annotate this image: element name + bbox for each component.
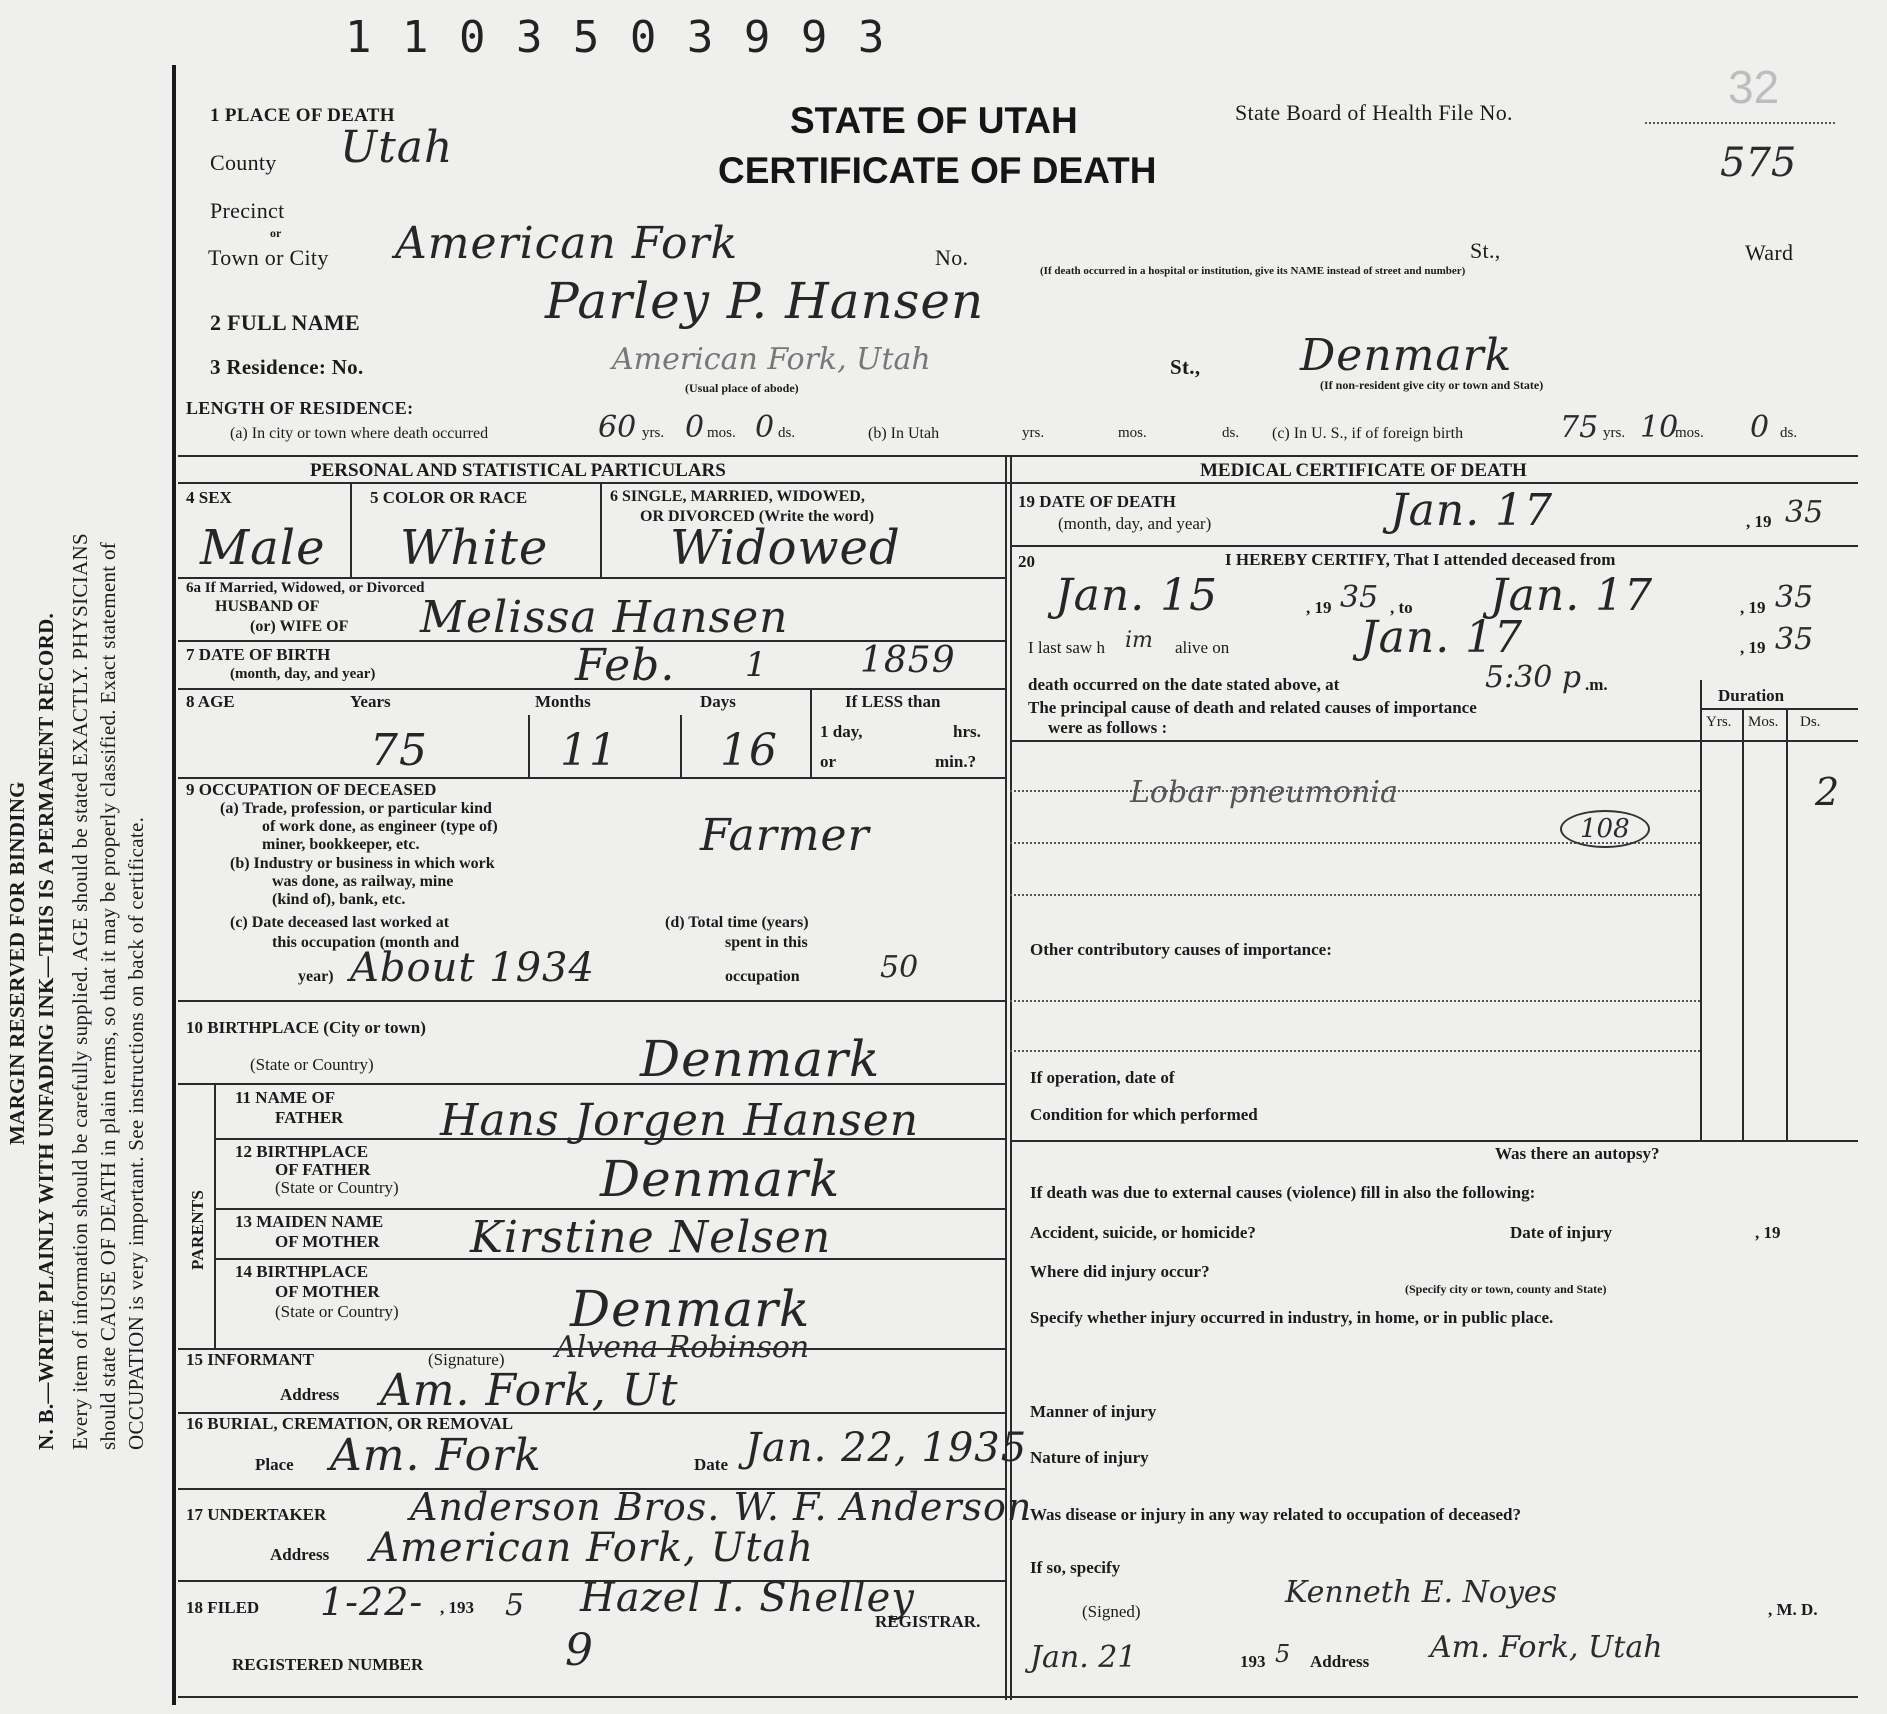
occupation-d-2: spent in this	[725, 934, 808, 951]
death-year-value[interactable]: 35	[1785, 495, 1824, 530]
occupation-a-2: of work done, as engineer (type of)	[262, 818, 498, 835]
alive-on-label: alive on	[1175, 638, 1230, 657]
certificate-number: 1 1 0 3 5 0 3 9 9 3	[345, 12, 887, 63]
last-saw-year-prefix: , 19	[1740, 638, 1766, 657]
occupation-c-1: (c) Date deceased last worked at	[230, 914, 450, 931]
parents-divider	[214, 1083, 216, 1348]
row-rule-12	[214, 1138, 1005, 1140]
informant-value[interactable]: Alvena Robinson	[555, 1330, 810, 1365]
spouse-label-3: (or) WIFE OF	[250, 618, 349, 635]
signed-label: (Signed)	[1082, 1602, 1141, 1621]
cause-value[interactable]: Lobar pneumonia	[1130, 775, 1398, 810]
marital-label-2: OR DIVORCED (Write the word)	[640, 508, 875, 525]
age-months-label: Months	[535, 692, 591, 711]
margin-ink-note: N. B.—WRITE PLAINLY WITH UNFADING INK—THIS IS A PERMANENT RECORD.	[34, 612, 58, 1450]
certify-number: 20	[1018, 552, 1035, 571]
street-label: St.,	[1470, 238, 1501, 263]
occupation-b-1: (b) Industry or business in which work	[230, 855, 495, 872]
length-a-mos-label: mos.	[707, 425, 736, 441]
length-c-ds[interactable]: 0	[1750, 410, 1770, 445]
mother-birthplace-label-2: OF MOTHER	[275, 1282, 380, 1301]
medical-heading: MEDICAL CERTIFICATE OF DEATH	[1200, 460, 1527, 481]
last-saw-pronoun[interactable]: im	[1125, 628, 1153, 653]
father-birthplace-label-3: (State or Country)	[275, 1178, 399, 1197]
dob-year-value[interactable]: 1859	[860, 640, 956, 681]
marital-status-value[interactable]: Widowed	[670, 520, 901, 576]
physician-signature[interactable]: Kenneth E. Noyes	[1285, 1575, 1558, 1610]
birthplace-label: 10 BIRTHPLACE (City or town)	[186, 1018, 426, 1037]
duration-label: Duration	[1718, 686, 1785, 705]
age-or-label: or	[820, 752, 837, 771]
mother-birthplace-label-1: 14 BIRTHPLACE	[235, 1262, 369, 1281]
race-value[interactable]: White	[400, 520, 549, 576]
county-value[interactable]: Utah	[340, 122, 454, 173]
undertaker-value[interactable]: Anderson Bros. W. F. Anderson	[410, 1485, 1033, 1529]
town-value[interactable]: American Fork	[395, 218, 739, 269]
file-no-line	[1645, 122, 1835, 124]
total-time-value[interactable]: 50	[880, 950, 919, 985]
duration-ds-label: Ds.	[1800, 714, 1821, 730]
father-birthplace-label-2: OF FATHER	[275, 1160, 371, 1179]
cause-label-1: The principal cause of death and related causes of importance	[1028, 698, 1477, 717]
row-rule-11	[178, 1083, 1005, 1085]
dob-label-2: (month, day, and year)	[230, 666, 376, 682]
informant-label: 15 INFORMANT	[186, 1350, 314, 1369]
death-date-label-2: (month, day, and year)	[1058, 514, 1212, 533]
cause-line-4	[1010, 1000, 1700, 1002]
age-days-value[interactable]: 16	[720, 725, 778, 776]
father-birthplace-label-1: 12 BIRTHPLACE	[235, 1142, 369, 1161]
length-a-yrs[interactable]: 60	[598, 410, 637, 445]
registrar-value[interactable]: Hazel I. Shelley	[580, 1575, 915, 1621]
signed-year-value[interactable]: 5	[1275, 1640, 1291, 1668]
margin-instruction-1: Every item of information should be carefully supplied. AGE should be stated EXACTLY. PHYSICIANS	[68, 533, 92, 1450]
length-a-ds[interactable]: 0	[755, 410, 775, 445]
death-date-value[interactable]: Jan. 17	[1390, 485, 1554, 536]
last-saw-label: I last saw h	[1028, 638, 1105, 657]
age-less-label: If LESS than	[845, 692, 941, 711]
length-a-label: (a) In city or town where death occurred	[230, 425, 489, 442]
registered-number-label: REGISTERED NUMBER	[232, 1655, 424, 1674]
signed-year-prefix: 193	[1240, 1652, 1266, 1671]
section-rule-head	[178, 482, 1858, 484]
row-rule-8	[178, 688, 1005, 690]
injury-specify-label: Specify whether injury occurred in industry, in home, or in public place.	[1030, 1308, 1554, 1327]
length-b-mos: mos.	[1118, 425, 1147, 441]
length-c-mos[interactable]: 10	[1640, 410, 1679, 445]
duration-rule	[1700, 708, 1858, 710]
length-b-yrs: yrs.	[1022, 425, 1045, 441]
residence-state-value[interactable]: Denmark	[1300, 330, 1513, 381]
cause-rule-0	[1010, 740, 1858, 742]
length-c-mos-label: mos.	[1675, 425, 1704, 441]
dob-month-value[interactable]: Feb.	[575, 640, 676, 691]
attended-to-label: , to	[1390, 598, 1413, 617]
certificate-title: CERTIFICATE OF DEATH	[718, 150, 1157, 191]
cause-line-5	[1010, 1050, 1700, 1052]
form-left-border	[172, 65, 176, 1705]
age-day-label: 1 day,	[820, 722, 863, 741]
injury-where-note: (Specify city or town, county and State)	[1405, 1282, 1607, 1296]
death-time-m-label: .m.	[1585, 675, 1608, 694]
age-min-label: min.?	[935, 752, 977, 771]
occupation-a-3: miner, bookkeeper, etc.	[262, 836, 420, 853]
occupation-c-2: this occupation (month and	[272, 934, 460, 951]
filed-year-value[interactable]: 5	[505, 1588, 525, 1623]
cause-code[interactable]: 108	[1560, 810, 1650, 848]
marital-label-1: 6 SINGLE, MARRIED, WIDOWED,	[610, 488, 865, 505]
father-value[interactable]: Hans Jorgen Hansen	[440, 1095, 920, 1146]
residence-value[interactable]: American Fork, Utah	[612, 342, 931, 377]
external-causes-label: If death was due to external causes (violence) fill in also the following:	[1030, 1183, 1536, 1202]
margin-instruction-2: should state CAUSE OF DEATH in plain terms, so that it may be properly classified. Exact statement of	[96, 541, 120, 1450]
row-rule-10	[178, 1000, 1005, 1002]
birthplace-value[interactable]: Denmark	[640, 1030, 881, 1088]
parents-label: PARENTS	[188, 1189, 207, 1270]
burial-date-label: Date	[694, 1455, 728, 1474]
father-birthplace-value[interactable]: Denmark	[600, 1150, 841, 1208]
full-name-label: 2 FULL NAME	[210, 310, 360, 335]
county-label: County	[210, 150, 277, 175]
father-label-2: FATHER	[275, 1108, 344, 1127]
md-label: , M. D.	[1768, 1600, 1818, 1619]
informant-signature-label: (Signature)	[428, 1350, 505, 1369]
length-c-yrs-label: yrs.	[1603, 425, 1626, 441]
residence-note-2: (If non-resident give city or town and State)	[1320, 378, 1544, 392]
sex-divider	[350, 482, 352, 577]
age-divider-2	[680, 715, 682, 777]
injury-where-label: Where did injury occur?	[1030, 1262, 1210, 1281]
place-of-death-label: 1 PLACE OF DEATH	[210, 105, 395, 126]
attended-from-year[interactable]: 35	[1340, 580, 1379, 615]
last-saw-year[interactable]: 35	[1775, 622, 1814, 657]
ward-label: Ward	[1745, 240, 1794, 265]
length-a-ds-label: ds.	[778, 425, 796, 441]
death-time-label: death occurred on the date stated above, at	[1028, 675, 1340, 694]
condition-label: Condition for which performed	[1030, 1105, 1258, 1124]
form-bottom-rule	[178, 1696, 1858, 1698]
attended-to-year[interactable]: 35	[1775, 580, 1814, 615]
length-c-ds-label: ds.	[1780, 425, 1798, 441]
age-months-value[interactable]: 11	[560, 725, 618, 776]
attended-to-value[interactable]: Jan. 17	[1490, 570, 1654, 621]
section-rule-personal	[178, 455, 1858, 457]
certify-text: I HEREBY CERTIFY, That I attended deceased from	[1225, 550, 1616, 569]
undertaker-address-label: Address	[270, 1545, 330, 1564]
street-no-label: No.	[935, 245, 969, 270]
occupation-a-1: (a) Trade, profession, or particular kind	[220, 800, 492, 817]
personal-heading: PERSONAL AND STATISTICAL PARTICULARS	[310, 460, 726, 481]
full-name-value[interactable]: Parley P. Hansen	[545, 272, 985, 330]
accident-label: Accident, suicide, or homicide?	[1030, 1223, 1256, 1242]
attended-to-year-prefix: , 19	[1740, 598, 1766, 617]
occupation-b-3: (kind of), bank, etc.	[272, 891, 406, 908]
undertaker-label: 17 UNDERTAKER	[186, 1505, 327, 1524]
signed-date-value[interactable]: Jan. 21	[1030, 1640, 1137, 1675]
undertaker-address-value[interactable]: American Fork, Utah	[370, 1525, 814, 1571]
margin-binding-note: MARGIN RESERVED FOR BINDING	[5, 781, 29, 1145]
cause-rule-end	[1010, 1140, 1858, 1142]
dob-label-1: 7 DATE OF BIRTH	[186, 645, 331, 664]
duration-yrs-label: Yrs.	[1706, 714, 1732, 730]
file-no-value: 575	[1720, 140, 1797, 186]
cause-line-3	[1010, 894, 1700, 896]
length-c-yrs[interactable]: 75	[1560, 410, 1599, 445]
spouse-label-1: 6a If Married, Widowed, or Divorced	[186, 580, 425, 596]
burial-place-label: Place	[255, 1455, 294, 1474]
row-rule-20	[1010, 545, 1858, 547]
duration-col-3	[1786, 708, 1788, 1140]
occupation-d-1: (d) Total time (years)	[665, 914, 809, 931]
occupation-value[interactable]: Farmer	[700, 810, 870, 861]
length-b-label: (b) In Utah	[868, 425, 940, 442]
mother-label-2: OF MOTHER	[275, 1232, 380, 1251]
place-note: (If death occurred in a hospital or institution, give its NAME instead of street and number)	[1040, 265, 1466, 277]
age-years-label: Years	[350, 692, 391, 711]
attended-from-year-prefix: , 19	[1306, 598, 1332, 617]
age-divider-1	[528, 715, 530, 777]
occupation-label: 9 OCCUPATION OF DECEASED	[186, 780, 437, 799]
age-days-label: Days	[700, 692, 736, 711]
margin-instruction-3: OCCUPATION is very important. See instructions on back of certificate.	[124, 816, 148, 1450]
spouse-label-2: HUSBAND OF	[215, 598, 320, 615]
race-divider	[600, 482, 602, 577]
duration-col-2	[1742, 708, 1744, 1140]
nature-label: Nature of injury	[1030, 1448, 1149, 1467]
corner-number: 32	[1728, 61, 1780, 113]
row-rule-6a	[178, 577, 1005, 579]
town-label: Town or City	[208, 245, 329, 270]
state-title: STATE OF UTAH	[790, 100, 1078, 141]
mother-label-1: 13 MAIDEN NAME	[235, 1212, 384, 1231]
age-years-value[interactable]: 75	[370, 725, 428, 776]
age-hrs-label: hrs.	[953, 722, 981, 741]
occupation-d-3: occupation	[725, 968, 800, 985]
length-label: LENGTH OF RESIDENCE:	[186, 398, 414, 418]
registrar-label: REGISTRAR.	[875, 1612, 981, 1631]
row-rule-9	[178, 777, 1005, 779]
death-year-prefix: , 19	[1746, 512, 1772, 531]
file-no-label: State Board of Health File No.	[1235, 100, 1513, 125]
autopsy-label: Was there an autopsy?	[1495, 1144, 1660, 1163]
duration-col-1	[1700, 680, 1702, 1140]
physician-address-label: Address	[1310, 1652, 1370, 1671]
attended-from-value[interactable]: Jan. 15	[1055, 570, 1219, 621]
burial-label: 16 BURIAL, CREMATION, OR REMOVAL	[186, 1414, 514, 1433]
length-a-mos[interactable]: 0	[685, 410, 705, 445]
occupation-c-3: year)	[298, 968, 334, 985]
row-rule-14	[214, 1258, 1005, 1260]
race-label: 5 COLOR OR RACE	[370, 488, 528, 507]
precinct-label: Precinct	[210, 198, 285, 223]
filed-date-value[interactable]: 1-22-	[320, 1580, 424, 1624]
manner-label: Manner of injury	[1030, 1402, 1157, 1421]
duration-mos-label: Mos.	[1748, 714, 1779, 730]
registered-number-value[interactable]: 9	[565, 1625, 594, 1676]
length-b-ds: ds.	[1222, 425, 1240, 441]
mother-birthplace-value[interactable]: Denmark	[570, 1280, 811, 1338]
length-c-label: (c) In U. S., if of foreign birth	[1272, 425, 1464, 442]
mother-birthplace-label-3: (State or Country)	[275, 1302, 399, 1321]
or-label: or	[270, 226, 282, 240]
last-saw-date-value[interactable]: Jan. 17	[1360, 612, 1524, 663]
death-time-value[interactable]: 5:30 p	[1485, 660, 1582, 695]
mother-value[interactable]: Kirstine Nelsen	[470, 1212, 832, 1263]
length-a-yrs-label: yrs.	[642, 425, 665, 441]
filed-year-prefix: , 193	[440, 1598, 474, 1617]
informant-address-value[interactable]: Am. Fork, Ut	[380, 1365, 679, 1416]
operation-label: If operation, date of	[1030, 1068, 1175, 1087]
contributory-label: Other contributory causes of importance:	[1030, 940, 1332, 959]
last-worked-value[interactable]: About 1934	[350, 945, 595, 991]
sex-label: 4 SEX	[186, 488, 232, 507]
death-date-label-1: 19 DATE OF DEATH	[1018, 492, 1176, 511]
spouse-value[interactable]: Melissa Hansen	[420, 592, 789, 643]
related-occupation-label: Was disease or injury in any way related to occupation of deceased?	[1030, 1505, 1521, 1524]
if-so-label: If so, specify	[1030, 1558, 1121, 1577]
row-rule-13	[214, 1208, 1005, 1210]
residence-note-1: (Usual place of abode)	[685, 381, 799, 395]
father-label-1: 11 NAME OF	[235, 1088, 336, 1107]
residence-label: 3 Residence: No.	[210, 355, 364, 379]
dob-day-value[interactable]: 1	[745, 645, 768, 685]
age-label: 8 AGE	[186, 692, 235, 711]
sex-value[interactable]: Male	[200, 520, 326, 576]
informant-address-label: Address	[280, 1385, 340, 1404]
cause-label-2: were as follows :	[1048, 718, 1168, 737]
physician-address-value[interactable]: Am. Fork, Utah	[1430, 1630, 1663, 1665]
occupation-b-2: was done, as railway, mine	[272, 873, 454, 890]
filed-label: 18 FILED	[186, 1598, 260, 1617]
injury-date-label: Date of injury	[1510, 1223, 1612, 1242]
burial-place-value[interactable]: Am. Fork	[330, 1430, 542, 1481]
injury-date-year: , 19	[1755, 1223, 1781, 1242]
duration-days-value[interactable]: 2	[1815, 770, 1841, 814]
residence-st-label: St.,	[1170, 355, 1201, 379]
age-divider-3	[810, 688, 812, 777]
birthplace-state-label: (State or Country)	[250, 1055, 374, 1074]
burial-date-value[interactable]: Jan. 22, 1935	[745, 1425, 1028, 1471]
